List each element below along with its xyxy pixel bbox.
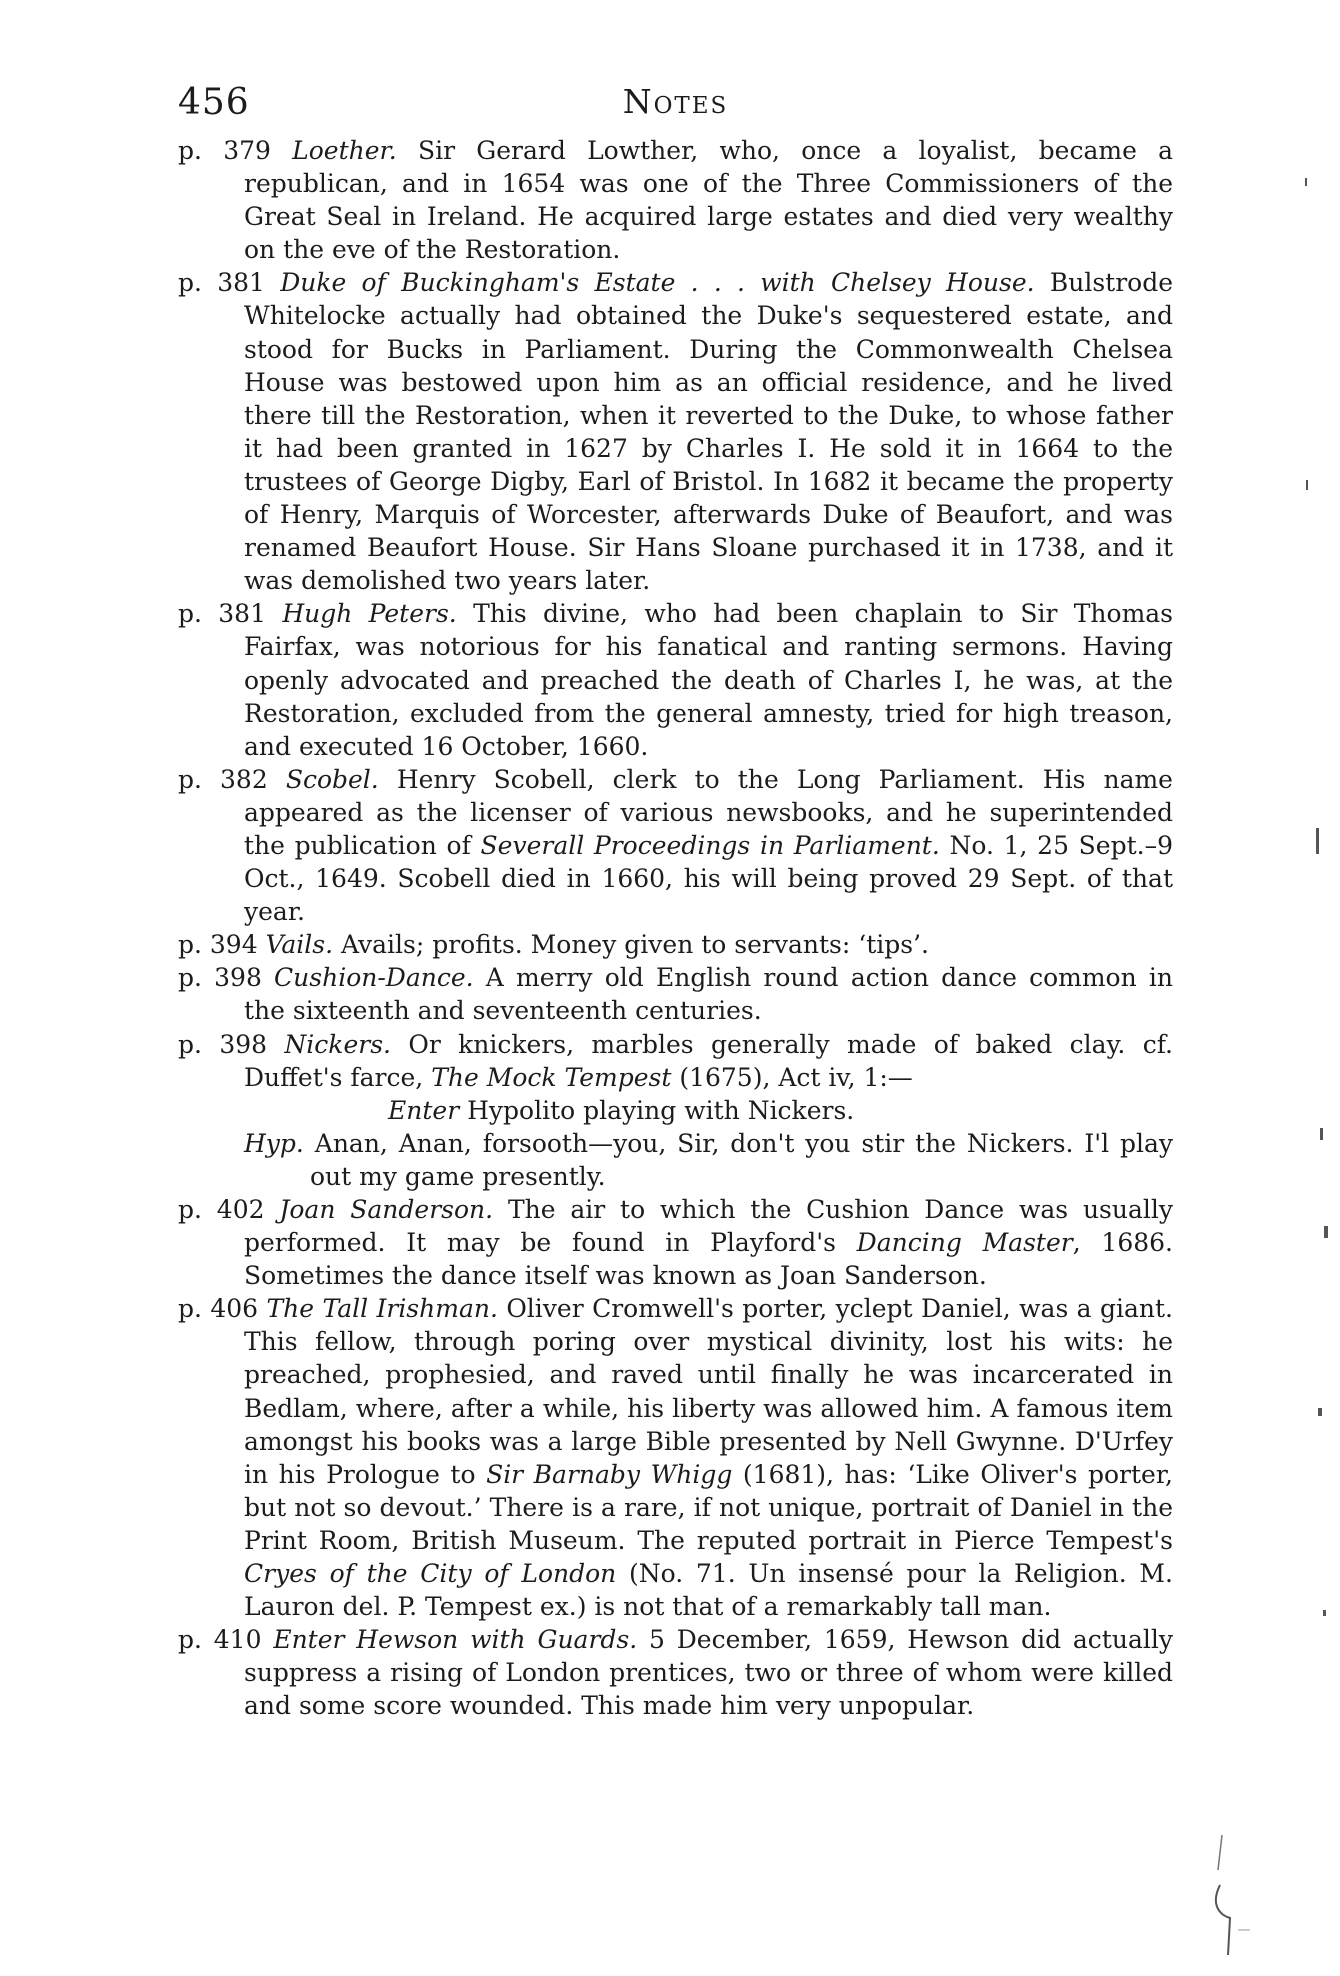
note-text: , 1686. Sometimes the dance itself was known as Joan Sanderson. <box>244 1228 1173 1291</box>
margin-mark <box>1324 1226 1328 1238</box>
quote-stage-direction <box>178 1094 1173 1127</box>
note-entry <box>178 597 1173 762</box>
note-page-ref: p. 398 <box>178 1029 268 1059</box>
note-text: (No. 71. Un insensé pour la Religion. M. Lauron del. P. Tempest ex.) is not that of a remarkably tall man. <box>244 1559 1173 1622</box>
note-entry <box>178 266 1173 597</box>
note-title: Cryes of the City of London <box>244 1559 617 1589</box>
note-page-ref: p. 394 <box>178 930 258 960</box>
margin-mark <box>1316 828 1319 854</box>
note-lemma: The Tall Irishman. <box>266 1294 498 1324</box>
margin-mark <box>1306 480 1308 490</box>
note-text: 5 December, 1659, Hewson did actually suppress a rising of London prentices, two or three of whom were killed and some score wounded. This made him very unpopular. <box>244 1625 1173 1721</box>
note-text: (1681), has: ‘Like Oliver's porter, but not so devout.’ There is a rare, if not unique, portrait of Daniel in the Print Room, British Museum. The reputed portrait in Pierce Tempest's <box>244 1459 1173 1555</box>
margin-scrawl <box>1190 1830 1260 1960</box>
stage-direction-text: Hypolito playing with Nickers. <box>467 1095 855 1125</box>
notes-list <box>178 134 1173 1723</box>
note-entry <box>178 1193 1173 1292</box>
stage-direction-verb: Enter <box>388 1095 460 1125</box>
note-entry <box>178 1292 1173 1623</box>
margin-mark <box>1305 178 1307 186</box>
note-page-ref: p. 398 <box>178 963 262 993</box>
note-page-ref: p. 410 <box>178 1625 262 1655</box>
note-text: The air to which the Cushion Dance was usually performed. It may be found in Playford's <box>244 1195 1174 1258</box>
page-number: 456 <box>178 82 250 123</box>
note-text: (1675), Act iv, 1:— <box>671 1062 913 1092</box>
note-page-ref: p. 381 <box>178 599 266 629</box>
note-text: This divine, who had been chaplain to Sir Thomas Fairfax, was notorious for his fanatical and ranting sermons. Having openly advocated and preached the death of Charles I, he was, at the Restoration, excluded from the general amnesty, tried for high treason, and executed 16 October, 1660. <box>244 599 1174 761</box>
note-lemma: Loether. <box>292 136 397 165</box>
running-head: Notes <box>622 82 729 121</box>
note-lemma: Nickers. <box>284 1029 391 1059</box>
page-header <box>178 82 1173 126</box>
note-page-ref: p. 402 <box>178 1195 265 1224</box>
note-lemma: Scobel. <box>285 764 379 794</box>
note-page-ref: p. 381 <box>178 268 265 298</box>
note-page-ref: p. 406 <box>178 1294 259 1324</box>
note-title: The Mock Tempest <box>431 1062 672 1092</box>
quote-speech <box>178 1127 1173 1193</box>
note-entry <box>178 1028 1173 1094</box>
note-text: No. 1, 25 Sept.–9 Oct., 1649. Scobell died in 1660, his will being proved 29 Sept. of that year. <box>244 830 1173 927</box>
note-lemma: Vails. <box>265 930 334 960</box>
note-text: Oliver Cromwell's porter, yclept Daniel, was a giant. This fellow, through poring over mystical divinity, lost his wits: he preached, prophesied, and raved until finally he was incarcerated in Bedlam, where, after a while, his liberty was allowed him. A famous item amongst his books was a large Bible presented by Nell Gwynne. D'Urfey in his Prologue to <box>244 1294 1173 1489</box>
note-text: Or knickers, marbles generally made of baked clay. cf. Duffet's farce, <box>244 1029 1174 1092</box>
margin-mark <box>1323 1610 1326 1616</box>
note-text: Sir Gerard Lowther, who, once a loyalist, became a republican, and in 1654 was one of the Three Commissioners of the Great Seal in Ireland. He acquired large estates and died very wealthy on the eve of the Restoration. <box>244 136 1174 265</box>
note-lemma: Joan Sanderson. <box>279 1195 494 1224</box>
note-lemma: Duke of Buckingham's Estate . . . with Chelsey House. <box>280 268 1035 298</box>
note-page-ref: p. 379 <box>178 136 271 165</box>
margin-mark <box>1318 1408 1322 1416</box>
note-lemma: Cushion-Dance. <box>274 963 474 993</box>
note-entry <box>178 961 1173 1027</box>
note-entry <box>178 134 1173 266</box>
note-text: A merry old English round action dance common in the sixteenth and seventeenth centuries. <box>244 963 1173 1026</box>
note-entry <box>178 763 1173 928</box>
note-text: Henry Scobell, clerk to the Long Parliament. His name appeared as the licenser of various newsbooks, and he superintended the publication of <box>244 764 1173 860</box>
note-lemma: Hugh Peters. <box>282 599 457 629</box>
note-text: Avails; profits. Money given to servants: ‘tips’. <box>340 930 929 960</box>
speaker-name: Hyp. <box>244 1128 304 1158</box>
note-page-ref: p. 382 <box>178 764 268 794</box>
note-entry <box>178 928 1173 961</box>
note-title: Severall Proceedings in Parliament. <box>480 830 940 860</box>
note-lemma: Enter Hewson with Guards. <box>273 1625 638 1655</box>
margin-mark <box>1320 1128 1323 1140</box>
note-text: Bulstrode Whitelocke actually had obtained the Duke's sequestered estate, and stood for Bucks in Parliament. During the Commonwealth Chelsea House was bestowed upon him as an official residence, and he lived there till the Restoration, when it reverted to the Duke, to whose father it had been granted in 1627 by Charles I. He sold it in 1664 to the trustees of George Digby, Earl of Bristol. In 1682 it became the property of Henry, Marquis of Worcester, afterwards Duke of Beaufort, and was renamed Beaufort House. Sir Hans Sloane purchased it in 1738, and it was demolished two years later. <box>244 268 1174 596</box>
speech-text: Anan, Anan, forsooth—you, Sir, don't you stir the Nickers. I'l play out my game presently. <box>310 1128 1173 1191</box>
note-entry <box>178 1623 1173 1722</box>
note-title: Dancing Master <box>856 1228 1073 1258</box>
note-title: Sir Barnaby Whigg <box>486 1459 733 1489</box>
